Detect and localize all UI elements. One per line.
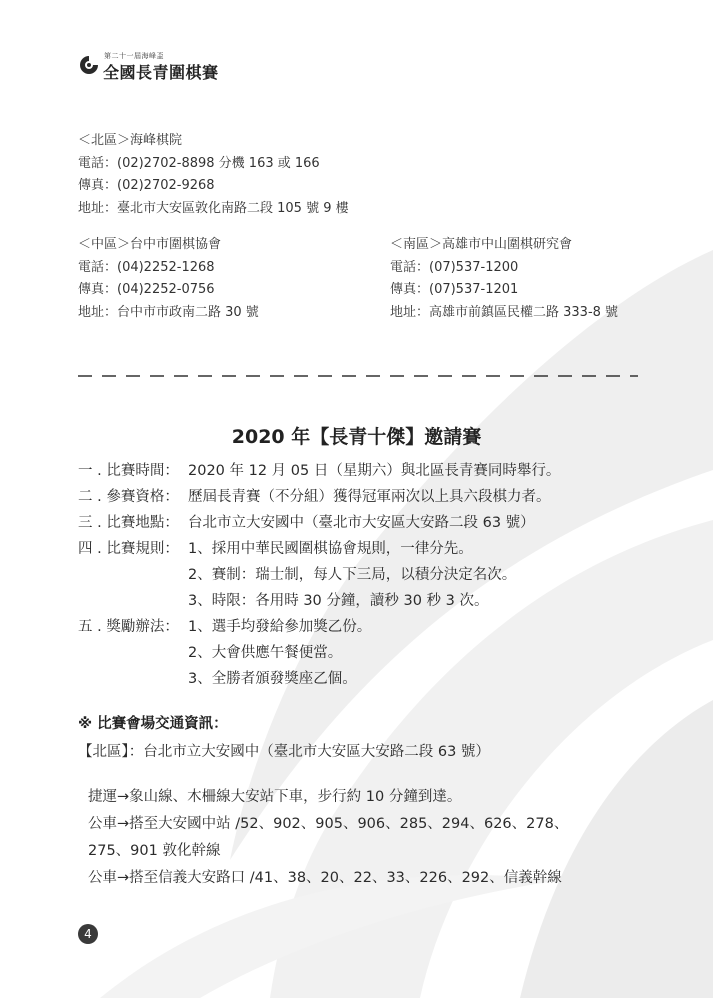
- rule-text: 台北市立大安國中（臺北市大安區大安路二段 63 號）: [188, 515, 535, 531]
- rule-line: [78, 536, 638, 562]
- contact-central-fax: 傳真：(04)2252-0756: [78, 282, 215, 297]
- contact-central: [78, 234, 259, 324]
- rule-text: 歷屆長青賽（不分組）獲得冠軍兩次以上具六段棋力者。: [188, 489, 551, 505]
- rule-label: 三 . 比賽地點：: [78, 515, 179, 531]
- page-number-badge: 4: [78, 924, 98, 944]
- rule-line: [78, 562, 638, 588]
- rule-text: 2、大會供應午餐便當。: [188, 645, 343, 661]
- invitational-title: 2020 年【長青十傑】邀請賽: [231, 426, 482, 448]
- rule-label: 二 . 參賽資格：: [78, 489, 179, 505]
- logo-title: 全國長青圍棋賽: [103, 63, 219, 82]
- rule-text: 2020 年 12 月 05 日（星期六）與北區長青賽同時舉行。: [188, 463, 561, 479]
- transit-line: 公車→搭至信義大安路口 /41、38、20、22、33、226、292、信義幹線: [88, 870, 562, 886]
- contact-north-phone: 電話：(02)2702-8898 分機 163 或 166: [78, 155, 320, 171]
- rule-text: 3、全勝者頒發獎座乙個。: [188, 671, 357, 687]
- rule-text: 1、選手均發給參加獎乙份。: [188, 619, 372, 635]
- rule-label: 四 . 比賽規則：: [78, 541, 179, 557]
- rule-text: 3、時限：各用時 30 分鐘，讀秒 30 秒 3 次。: [188, 593, 489, 609]
- rule-line: [78, 614, 638, 640]
- contact-north-address: 地址：臺北市大安區敦化南路二段 105 號 9 樓: [78, 200, 349, 216]
- transit-lines: [88, 784, 568, 892]
- contact-central-address: 地址：台中市市政南二路 30 號: [78, 304, 259, 320]
- transit-line: 275、901 敦化幹線: [88, 843, 221, 859]
- rule-line: [78, 484, 638, 510]
- rule-line: [78, 666, 638, 692]
- event-logo: [78, 50, 278, 82]
- rule-text: 2、賽制：瑞士制，每人下三局，以積分決定名次。: [188, 567, 517, 583]
- rule-line: [78, 510, 638, 536]
- dashed-divider: [78, 374, 638, 378]
- logo-swirl-icon: [78, 54, 100, 76]
- logo-subtitle: 第二十一屆海峰盃: [104, 52, 164, 60]
- contact-south: [390, 234, 618, 324]
- contact-south-address: 地址：高雄市前鎮區民權二路 333-8 號: [390, 304, 619, 320]
- rule-label: 五 . 獎勵辦法：: [78, 619, 179, 635]
- contact-south-phone: 電話：(07)537-1200: [390, 259, 519, 275]
- contact-north-fax: 傳真：(02)2702-9268: [78, 178, 215, 193]
- transit-line: 公車→搭至大安國中站 /52、902、905、906、285、294、626、278、: [88, 816, 569, 832]
- contact-central-phone: 電話：(04)2252-1268: [78, 259, 215, 275]
- contact-north-title: ＜北區＞海峰棋院: [78, 133, 183, 148]
- rule-line: [78, 640, 638, 666]
- rule-text: 1、採用中華民國圍棋協會規則，一律分先。: [188, 541, 473, 557]
- transit-heading: ※ 比賽會場交通資訊：: [78, 716, 228, 732]
- contact-south-fax: 傳真：(07)537-1201: [390, 282, 519, 297]
- rule-line: [78, 588, 638, 614]
- contact-north: [78, 130, 349, 220]
- contact-central-title: ＜中區＞台中市圍棋協會: [78, 237, 222, 252]
- rules-list: [78, 458, 638, 692]
- transit-line: 捷運→象山線、木柵線大安站下車，步行約 10 分鐘到達。: [88, 789, 462, 805]
- transit-north-venue: 【北區】：台北市立大安國中（臺北市大安區大安路二段 63 號）: [78, 744, 490, 760]
- rule-line: [78, 458, 638, 484]
- contact-south-title: ＜南區＞高雄市中山圍棋研究會: [390, 237, 573, 252]
- rule-label: 一 . 比賽時間：: [78, 463, 179, 479]
